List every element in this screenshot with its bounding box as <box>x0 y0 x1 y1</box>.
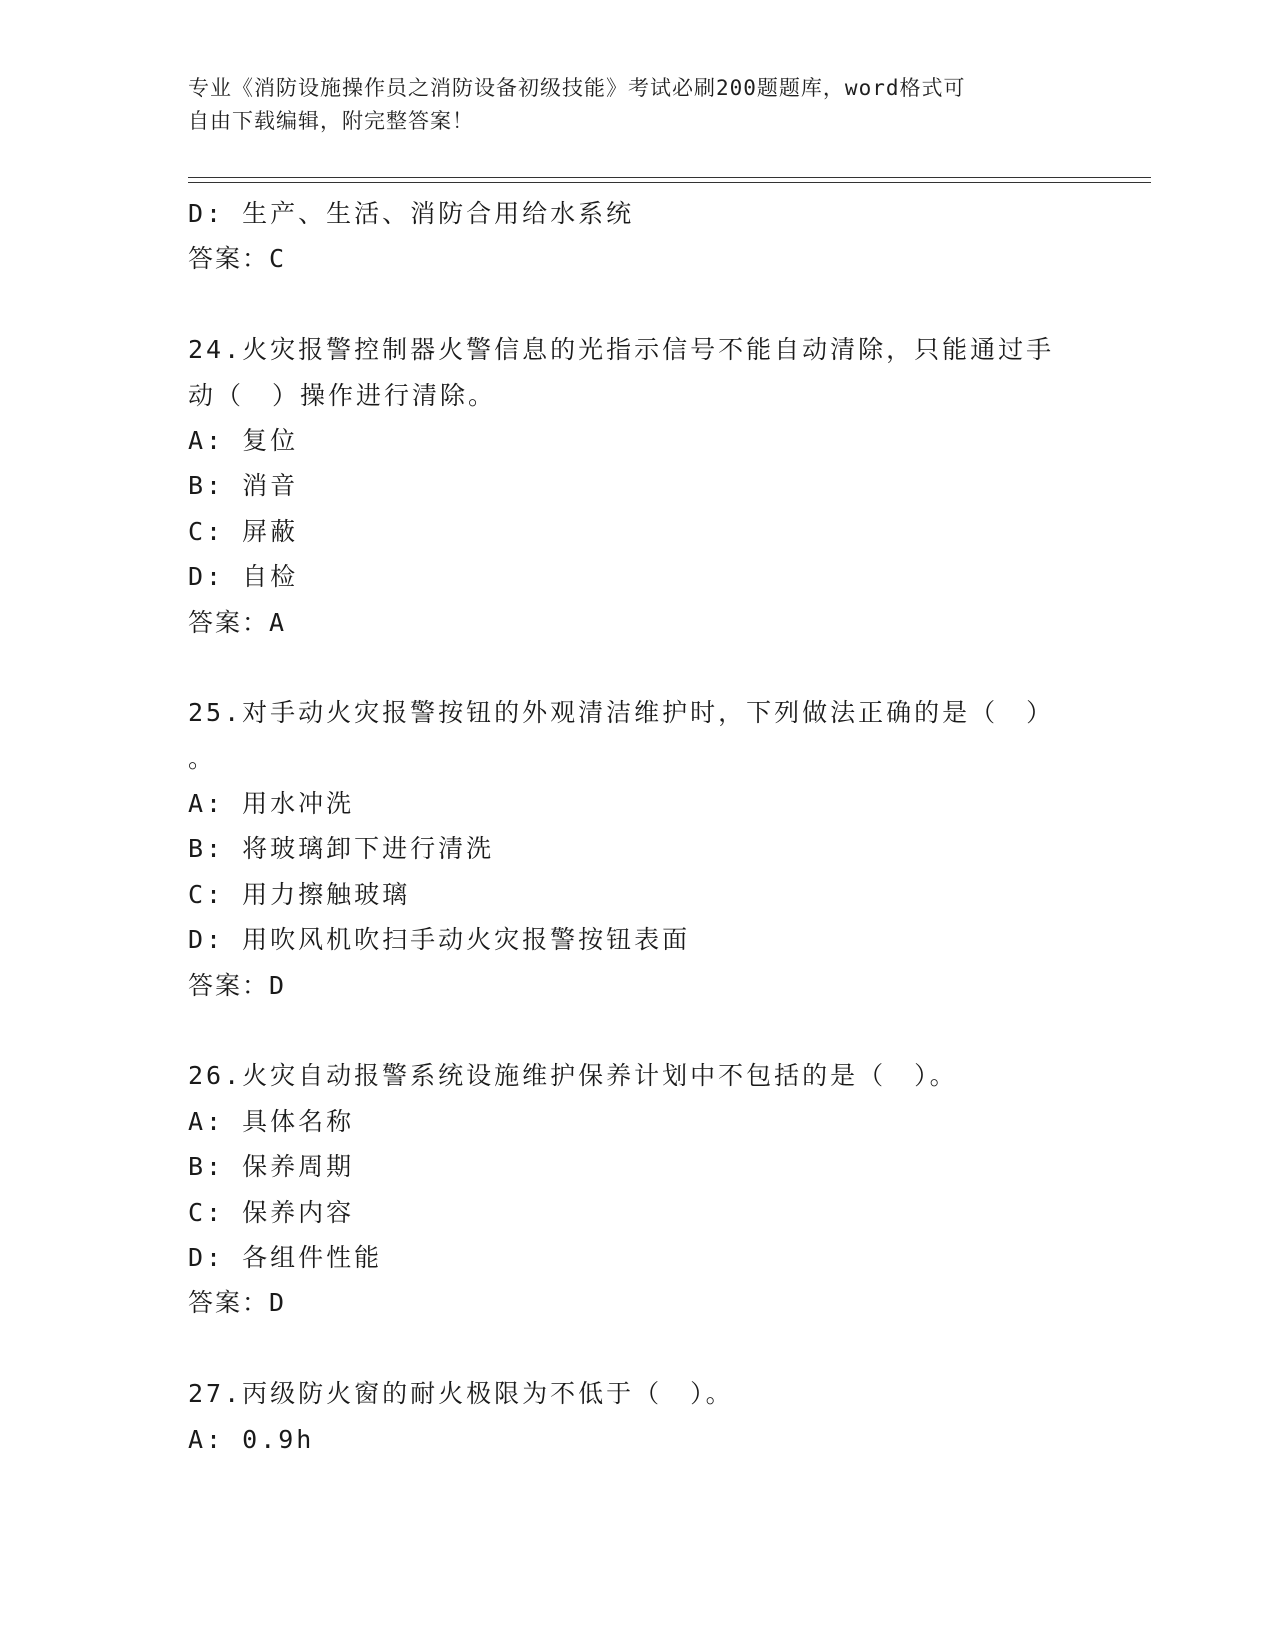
header-title-line-1: 专业《消防设施操作员之消防设备初级技能》考试必刷200题题库，word格式可 <box>188 76 966 100</box>
answer-value: C <box>269 244 287 274</box>
answer-line <box>188 963 1088 1008</box>
header-title-line-2: 自由下载编辑，附完整答案！ <box>188 109 474 133</box>
option-c: C: 屏蔽 <box>188 516 299 546</box>
option-a: A: 具体名称 <box>188 1106 355 1136</box>
option-c: C: 保养内容 <box>188 1197 355 1227</box>
answer-line <box>188 600 1088 645</box>
option-b: B: 消音 <box>188 471 299 501</box>
answer-value: D <box>269 1288 287 1318</box>
question-stem: 24.火灾报警控制器火警信息的光指示信号不能自动清除，只能通过手 <box>188 335 1055 365</box>
option-d: D: 生产、生活、消防合用给水系统 <box>188 199 635 228</box>
answer-line <box>188 236 1088 281</box>
header-divider-top <box>188 177 1151 178</box>
option-b: B: 将玻璃卸下进行清洗 <box>188 834 495 864</box>
question-stem: 27.丙级防火窗的耐火极限为不低于（ ）。 <box>188 1379 734 1409</box>
option-a: A: 复位 <box>188 425 299 455</box>
header-divider-bottom <box>188 182 1151 183</box>
answer-line <box>188 1280 1088 1325</box>
spacer <box>188 645 1088 690</box>
option-b: B: 保养周期 <box>188 1152 355 1182</box>
question-stem: 26.火灾自动报警系统设施维护保养计划中不包括的是（ ）。 <box>188 1061 958 1091</box>
option-a: A: 用水冲洗 <box>188 789 355 819</box>
option-d: D: 自检 <box>188 562 299 592</box>
spacer <box>188 1326 1088 1371</box>
answer-label: 答案： <box>188 244 270 274</box>
document-header <box>188 72 1088 138</box>
question-list <box>188 191 1088 1462</box>
answer-value: A <box>269 607 287 637</box>
question-stem: 25.对手动火灾报警按钮的外观清洁维护时，下列做法正确的是（ ） <box>188 698 1055 728</box>
spacer <box>188 1008 1088 1053</box>
answer-label: 答案： <box>188 1288 270 1318</box>
question-stem-continued: 动（ ）操作进行清除。 <box>188 380 497 410</box>
option-c: C: 用力擦触玻璃 <box>188 879 411 909</box>
option-d: D: 各组件性能 <box>188 1242 383 1272</box>
spacer <box>188 282 1088 327</box>
answer-label: 答案： <box>188 607 270 637</box>
answer-value: D <box>269 970 287 1000</box>
answer-label: 答案： <box>188 970 270 1000</box>
option-d: D: 用吹风机吹扫手动火灾报警按钮表面 <box>188 925 691 955</box>
question-stem-continued: 。 <box>188 743 217 773</box>
option-a: A: 0.9h <box>188 1424 315 1454</box>
